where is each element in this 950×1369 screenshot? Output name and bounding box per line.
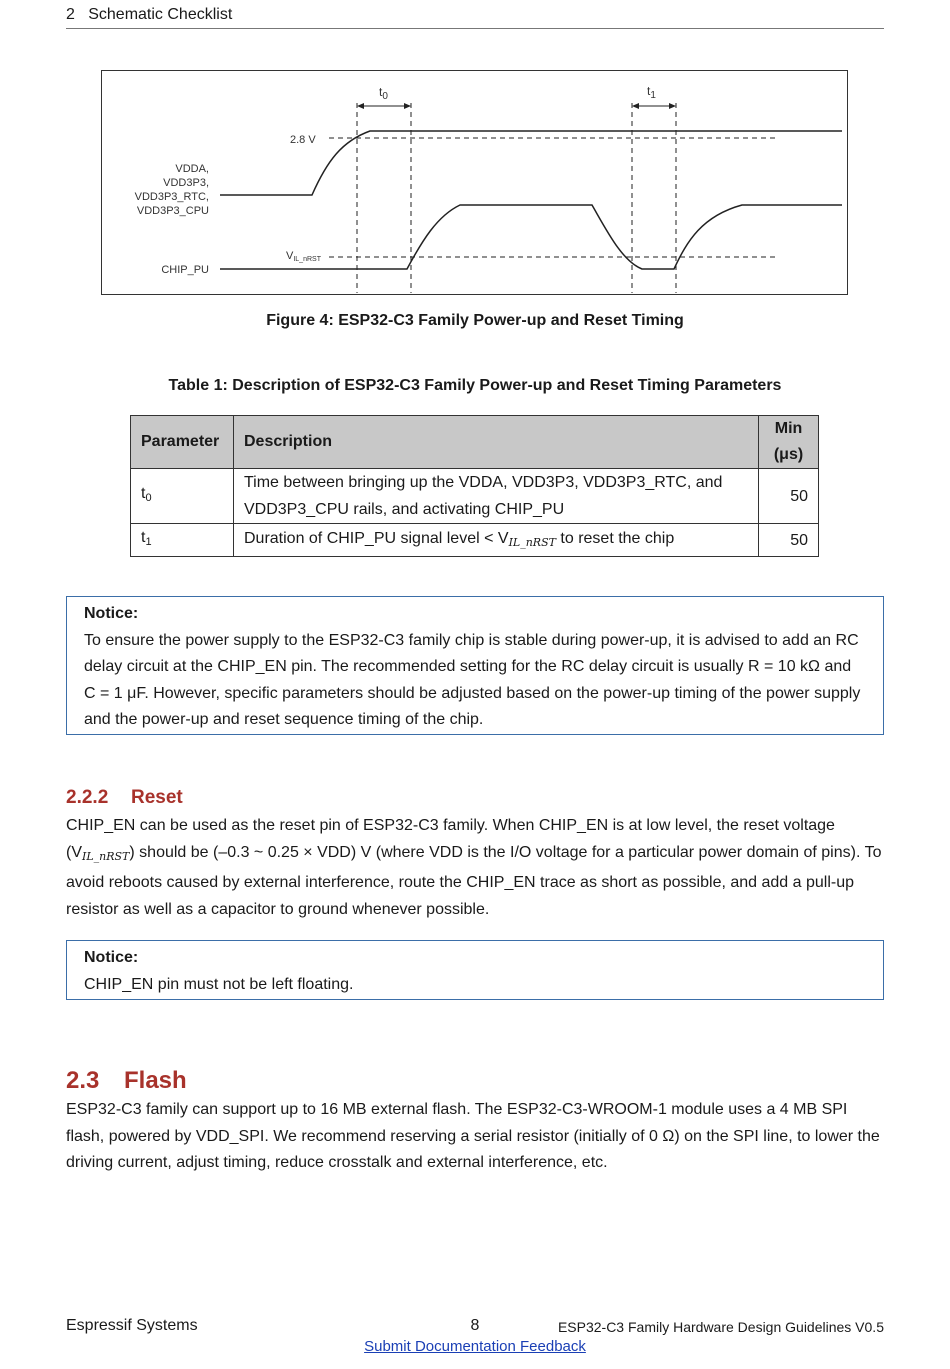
section-heading-flash <box>66 1067 187 1095</box>
notice-box <box>66 940 884 1000</box>
min-cell: 50 <box>759 524 819 557</box>
footer-company: Espressif Systems <box>66 1317 198 1334</box>
param-cell: $t_0$ <box>131 469 234 524</box>
table-row <box>131 469 819 524</box>
table-row <box>131 524 819 557</box>
table-caption: Table 1: Description of ESP32-C3 Family Power-up and Reset Timing Parameters <box>168 377 782 394</box>
rails-label-2: VDD3P3, <box>163 177 209 189</box>
header-parameter: Parameter <box>131 416 234 469</box>
notice-box <box>66 596 884 735</box>
reset-paragraph: CHIP_EN can be used as the reset pin of ESP32-C3 family. When CHIP_EN is at low level, the reset voltage (VIL_nRST) should be (–0.3 ~ 0.25 × VDD) V (where VDD is the I/O voltage for a particular power domain of pins). To avoid reboots caused by external interference, route the CHIP_EN trace as short as possible, and add a pull-up resistor as well as a capacitor to ground whenever possible. <box>66 817 882 918</box>
chip-pu-label: CHIP_PU <box>161 264 209 276</box>
notice-body: CHIP_EN pin must not be left floating. <box>84 975 354 993</box>
header-min: Min (μs) <box>759 416 819 469</box>
timing-diagram <box>101 70 848 295</box>
desc-cell: Duration of CHIP_PU signal level < VIL_nRST to reset the chip <box>233 524 758 557</box>
section-number: 2.3 <box>66 1067 100 1094</box>
table-header-row <box>131 416 819 469</box>
notice-title: Notice: <box>84 605 139 622</box>
figure-caption: Figure 4: ESP32-C3 Family Power-up and Reset Timing <box>266 312 684 329</box>
feedback-link[interactable]: Submit Documentation Feedback <box>364 1338 586 1355</box>
header-rule <box>66 28 884 29</box>
desc-cell: Time between bringing up the VDDA, VDD3P3, VDD3P3_RTC, and VDD3P3_CPU rails, and activating CHIP_PU <box>233 469 758 524</box>
notice-title: Notice: <box>84 949 139 966</box>
timing-diagram-svg <box>102 71 849 296</box>
rails-label-4: VDD3P3_CPU <box>136 205 209 217</box>
min-cell: 50 <box>759 469 819 524</box>
rails-label-1: VDDA, <box>175 163 209 175</box>
rails-label-3: VDD3P3_RTC, <box>134 191 209 203</box>
v28-label: 2.8 V <box>290 134 316 146</box>
timing-parameters-table <box>130 415 819 557</box>
footer-page-number: 8 <box>470 1317 480 1334</box>
flash-paragraph: ESP32-C3 family can support up to 16 MB external flash. The ESP32-C3-WROOM-1 module uses a 4 MB SPI flash, powered by VDD_SPI. We recommend reserving a serial resistor (initially of 0 Ω) on the SPI line, to lower the driving current, adjust timing, reduce crosstalk and external interference, etc. <box>66 1101 880 1171</box>
notice-body: To ensure the power supply to the ESP32-C3 family chip is stable during power-up, it is advised to add an RC delay circuit at the CHIP_EN pin. The recommended setting for the RC delay circuit is usually R = 10 kΩ and C = 1 μF. However, specific parameters should be adjusted based on the power-up timing of the power supply and the power-up and reset sequence timing of the chip. <box>84 631 861 728</box>
t0-label: $t_0$ <box>379 85 388 102</box>
t1-label: $t_1$ <box>647 84 656 101</box>
section-number: 2.2.2 <box>66 787 109 808</box>
vil-label: VIL_nRST <box>286 250 321 263</box>
section-title: Flash <box>124 1067 187 1094</box>
footer-doc-title: ESP32-C3 Family Hardware Design Guidelines V0.5 <box>557 1319 884 1335</box>
running-header: 2 Schematic Checklist <box>66 6 233 23</box>
section-title: Reset <box>131 787 183 808</box>
param-cell: $t_1$ <box>131 524 234 557</box>
header-description: Description <box>233 416 758 469</box>
section-heading-reset <box>66 787 183 809</box>
